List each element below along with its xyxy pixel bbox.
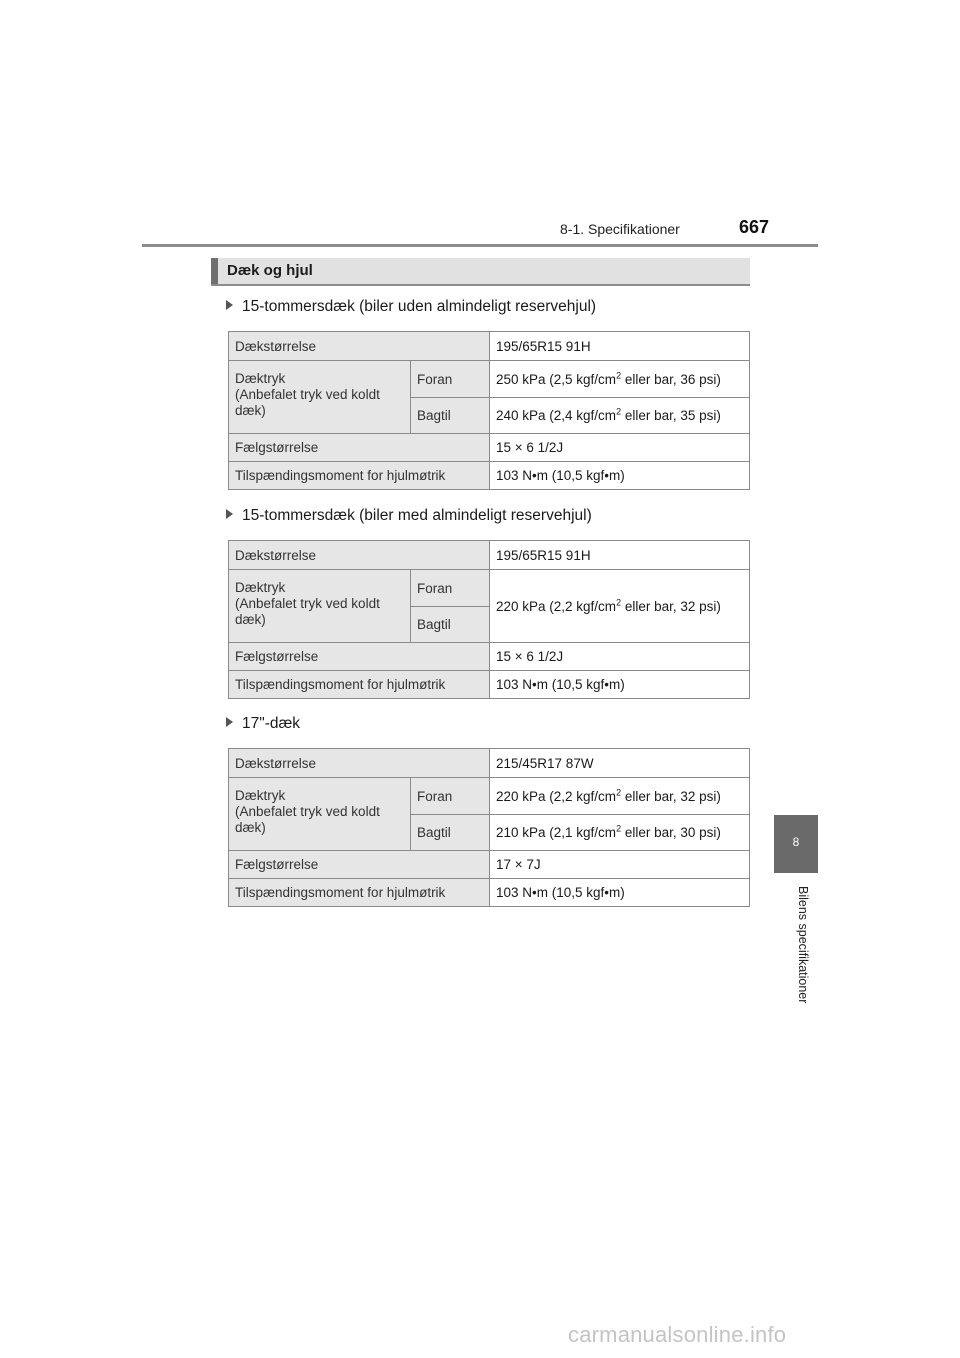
rim-size-label: Fælgstørrelse — [229, 851, 490, 879]
torque-label: Tilspændingsmoment for hjulmøtrik — [229, 462, 490, 490]
watermark-text: carmanualsonline.info — [568, 1322, 787, 1347]
rear-pressure-value: 210 kPa (2,1 kgf/$cm^2$ eller bar, 30 psi) — [490, 815, 750, 851]
rim-size-label: Fælgstørrelse — [229, 643, 490, 671]
tire-size-label: Dækstørrelse — [229, 332, 490, 361]
rear-pressure-value: 240 kPa (2,4 kgf/$cm^2$ eller bar, 35 psi) — [490, 398, 750, 434]
tire-size-value: 215/45R17 87W — [490, 749, 750, 778]
rim-size-label: Fælgstørrelse — [229, 434, 490, 462]
spec-table-1 — [228, 331, 750, 490]
page-number: 667 — [739, 217, 770, 237]
spec-table-2 — [228, 540, 750, 699]
rear-label: Bagtil — [411, 815, 490, 851]
shared-pressure-value: 220 kPa (2,2 kgf/$cm^2$ eller bar, 32 psi) — [490, 570, 750, 643]
front-label: Foran — [411, 778, 490, 815]
tire-pressure-label: Dæktryk (Anbefalet tryk ved koldt dæk) — [229, 570, 411, 643]
front-pressure-value: 220 kPa (2,2 kgf/$cm^2$ eller bar, 32 psi) — [490, 778, 750, 815]
chapter-tab-label: Bilens specifikationer — [796, 886, 810, 1004]
tire-size-label: Dækstørrelse — [229, 541, 490, 570]
table-heading-2: 15-tommersdæk (biler med almindeligt reservehjul) — [226, 507, 592, 525]
header-divider — [142, 244, 818, 247]
front-pressure-value: 250 kPa (2,5 kgf/$cm^2$ eller bar, 36 psi) — [490, 361, 750, 398]
chapter-tab — [774, 815, 818, 873]
torque-value: 103 N•m (10,5 kgf•m) — [490, 462, 750, 490]
bullet-triangle-icon — [226, 717, 233, 727]
section-title: Dæk og hjul — [227, 262, 313, 279]
torque-value: 103 N•m (10,5 kgf•m) — [490, 671, 750, 699]
header-section-title: 8-1. Specifikationer — [560, 221, 680, 237]
tire-size-value: 195/65R15 91H — [490, 332, 750, 361]
tire-size-label: Dækstørrelse — [229, 749, 490, 778]
bullet-triangle-icon — [226, 509, 233, 519]
torque-label: Tilspændingsmoment for hjulmøtrik — [229, 879, 490, 907]
front-label: Foran — [411, 361, 490, 398]
front-label: Foran — [411, 570, 490, 607]
rear-label: Bagtil — [411, 398, 490, 434]
tire-pressure-label: Dæktryk (Anbefalet tryk ved koldt dæk) — [229, 778, 411, 851]
torque-label: Tilspændingsmoment for hjulmøtrik — [229, 671, 490, 699]
spec-table-3 — [228, 748, 750, 907]
section-header-bar — [211, 258, 750, 286]
torque-value: 103 N•m (10,5 kgf•m) — [490, 879, 750, 907]
table-heading-1: 15-tommersdæk (biler uden almindeligt reservehjul) — [226, 298, 596, 316]
rim-size-value: 15 × 6 1/2J — [490, 434, 750, 462]
chapter-tab-number: 8 — [792, 835, 800, 849]
tire-size-value: 195/65R15 91H — [490, 541, 750, 570]
rear-label: Bagtil — [411, 607, 490, 643]
section-header-accent — [211, 258, 218, 284]
rim-size-value: 15 × 6 1/2J — [490, 643, 750, 671]
tire-pressure-label: Dæktryk (Anbefalet tryk ved koldt dæk) — [229, 361, 411, 434]
bullet-triangle-icon — [226, 300, 233, 310]
table-heading-3: 17"-dæk — [226, 715, 300, 733]
rim-size-value: 17 × 7J — [490, 851, 750, 879]
